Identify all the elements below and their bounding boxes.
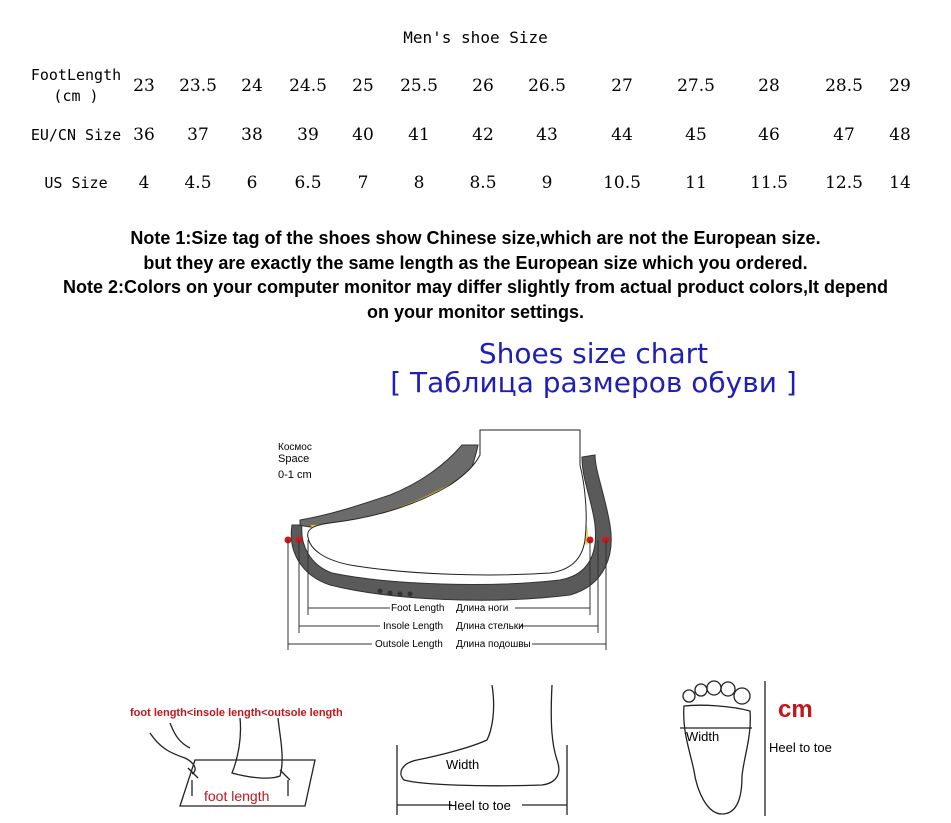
space-range-label: 0-1 cm: [278, 469, 312, 481]
eu-cn-cell: 36: [133, 125, 155, 145]
insole-length-label: Insole Length: [383, 621, 444, 632]
space-ru-label: Космос: [278, 442, 312, 453]
insole-length-ru-label: Длина стельки: [456, 621, 524, 632]
sole-foot-illustration: [672, 676, 772, 821]
us-size-cell: 7: [357, 173, 369, 193]
us-size-cell: 9: [541, 173, 553, 193]
us-size-cell: 6: [246, 173, 258, 193]
eu-cn-size-label: EU/CN Size: [30, 126, 122, 144]
foot-length-cell: 28.5: [825, 76, 863, 96]
eu-cn-cell: 39: [297, 125, 319, 145]
us-size-cell: 12.5: [825, 173, 863, 193]
eu-cn-cell: 45: [685, 125, 707, 145]
outsole-length-ru-label: Длина подошвы: [456, 639, 531, 650]
note-line-1: Note 1:Size tag of the shoes show Chinese size,which are not the European size.: [130, 228, 821, 248]
foot-length-cell: 24.5: [289, 76, 327, 96]
us-size-cell: 14: [889, 173, 911, 193]
eu-cn-cell: 44: [611, 125, 633, 145]
foot-length-label-line1: FootLength: [30, 66, 122, 84]
chart-title-ru: [ Таблица размеров обуви ]: [390, 366, 797, 399]
foot-length-cell: 24: [241, 76, 263, 96]
us-size-cell: 8.5: [469, 173, 497, 193]
eu-cn-cell: 37: [187, 125, 209, 145]
foot-length-cell: 25: [352, 76, 374, 96]
side-foot-heel-to-toe-label: Heel to toe: [448, 798, 511, 813]
foot-length-cell: 25.5: [400, 76, 438, 96]
sole-cm-label: cm: [778, 696, 813, 723]
foot-length-cell: 27: [611, 76, 633, 96]
size-table-title: Men's shoe Size: [403, 28, 548, 47]
foot-length-cell: 26.5: [528, 76, 566, 96]
eu-cn-cell: 47: [833, 125, 855, 145]
shoe-cross-section-diagram: [270, 425, 630, 660]
us-size-cell: 8: [413, 173, 425, 193]
space-en-label: Space: [278, 453, 310, 465]
eu-cn-cell: 48: [889, 125, 911, 145]
foot-length-cell: 27.5: [677, 76, 715, 96]
foot-length-cell: 26: [472, 76, 494, 96]
sole-heel-to-toe-label: Heel to toe: [769, 740, 832, 755]
us-size-cell: 4.5: [184, 173, 212, 193]
us-size-label: US Size: [44, 174, 108, 192]
measure-caption: foot length<insole length<outsole length: [130, 707, 343, 719]
eu-cn-cell: 46: [758, 125, 780, 145]
note-line-3: Note 2:Colors on your computer monitor may differ slightly from actual product colors,It depend: [62, 277, 889, 297]
notes: [0, 226, 951, 324]
foot-length-diagram-label: Foot Length: [391, 603, 445, 614]
foot-length-ru-label: Длина ноги: [456, 603, 509, 614]
eu-cn-cell: 38: [241, 125, 263, 145]
us-size-cell: 4: [138, 173, 150, 193]
note-line-2: but they are exactly the same length as the European size which you ordered.: [143, 252, 808, 273]
sole-width-label: Width: [686, 729, 720, 744]
foot-length-label-line2: (cm ): [53, 87, 99, 105]
us-size-cell: 6.5: [294, 173, 322, 193]
note-line-4: on your monitor settings.: [366, 301, 584, 322]
eu-cn-cell: 43: [536, 125, 558, 145]
eu-cn-cell: 40: [352, 125, 374, 145]
eu-cn-cell: 42: [472, 125, 494, 145]
side-foot-width-label: Width: [446, 757, 480, 772]
us-size-cell: 10.5: [603, 173, 641, 193]
foot-length-cell: 23.5: [179, 76, 217, 96]
foot-length-cell: 23: [133, 76, 155, 96]
foot-length-cell: 28: [758, 76, 780, 96]
eu-cn-cell: 41: [408, 125, 430, 145]
us-size-cell: 11: [685, 173, 707, 193]
foot-length-cell: 29: [889, 76, 911, 96]
outsole-length-label: Outsole Length: [375, 639, 443, 650]
us-size-cell: 11.5: [750, 173, 788, 193]
chart-title-en: Shoes size chart: [478, 337, 709, 370]
measure-foot-length-label: foot length: [204, 788, 270, 804]
